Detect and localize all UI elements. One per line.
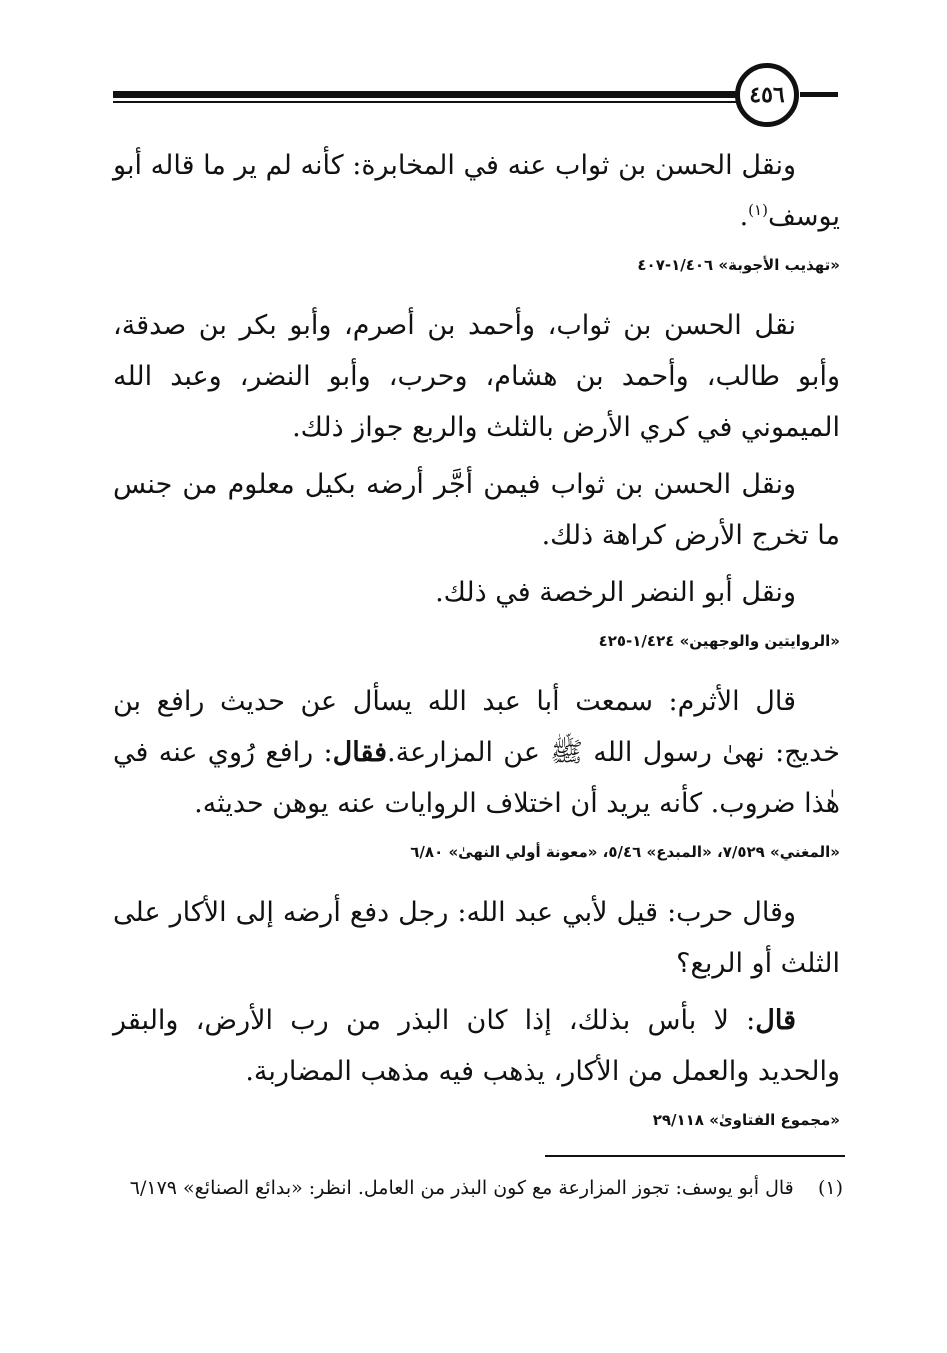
footnote-text: قال أبو يوسف: تجوز المزارعة مع كون البذر من العامل. انظر: «بدائع الصنائع» ٦/١٧٩ (129, 1177, 794, 1199)
page-number: ٤٥٦ (749, 82, 785, 108)
page-number-badge (735, 63, 799, 127)
source-reference-1: «تهذيب الأجوبة» ١/٤٠٦-٤٠٧ (637, 256, 840, 274)
footnote-separator (545, 1155, 845, 1157)
header-rule-thick (113, 91, 753, 98)
page-body (113, 140, 840, 1155)
paragraph-6: وقال حرب: قيل لأبي عبد الله: رجل دفع أرضه إلى الأكار على الثلث أو الربع؟ (113, 897, 840, 979)
source-reference-4: «مجموع الفتاوىٰ» ٢٩/١١٨ (652, 1111, 840, 1129)
footnote-marker: (١) (748, 201, 768, 219)
paragraph-1: ونقل الحسن بن ثواب عنه في المخابرة: كأنه لم ير ما قاله أبو يوسف$^{(١)}$. (113, 150, 840, 232)
paragraph-7: قال: لا بأس بذلك، إذا كان البذر من رب الأرض، والبقر والحديد والعمل من الأكار، يذهب فيه مذهب المضاربة. (113, 1005, 840, 1087)
source-reference-2: «الروايتين والوجهين» ١/٤٢٤-٤٢٥ (598, 632, 840, 650)
paragraph-2: نقل الحسن بن ثواب، وأحمد بن أصرم، وأبو بكر بن صدقة، وأبو طالب، وأحمد بن هشام، وحرب، وأبو النضر، وعبد الله الميموني في كري الأرض بالثلث والربع جواز ذلك. (113, 310, 840, 443)
header-rule-thin (113, 101, 753, 103)
paragraph-5: قال الأثرم: سمعت أبا عبد الله يسأل عن حديث رافع بن خديج: نهىٰ رسول الله ﷺ عن المزارعة.فقال: رافع رُوي عنه في هٰذا ضروب. كأنه يريد أن اختلاف الروايات عنه يوهن حديثه. (113, 686, 840, 819)
footnote (113, 1172, 843, 1204)
footnote-number: (١) (817, 1177, 843, 1199)
header-rule-right (800, 92, 838, 97)
source-reference-3: «المغني» ٧/٥٢٩، «المبدع» ٥/٤٦، «معونة أولي النهىٰ» ٦/٨٠ (410, 843, 840, 861)
paragraph-3: ونقل الحسن بن ثواب فيمن أجَّر أرضه بكيل معلوم من جنس ما تخرج الأرض كراهة ذلك. (113, 469, 840, 551)
paragraph-4: ونقل أبو النضر الرخصة في ذلك. (435, 577, 796, 608)
